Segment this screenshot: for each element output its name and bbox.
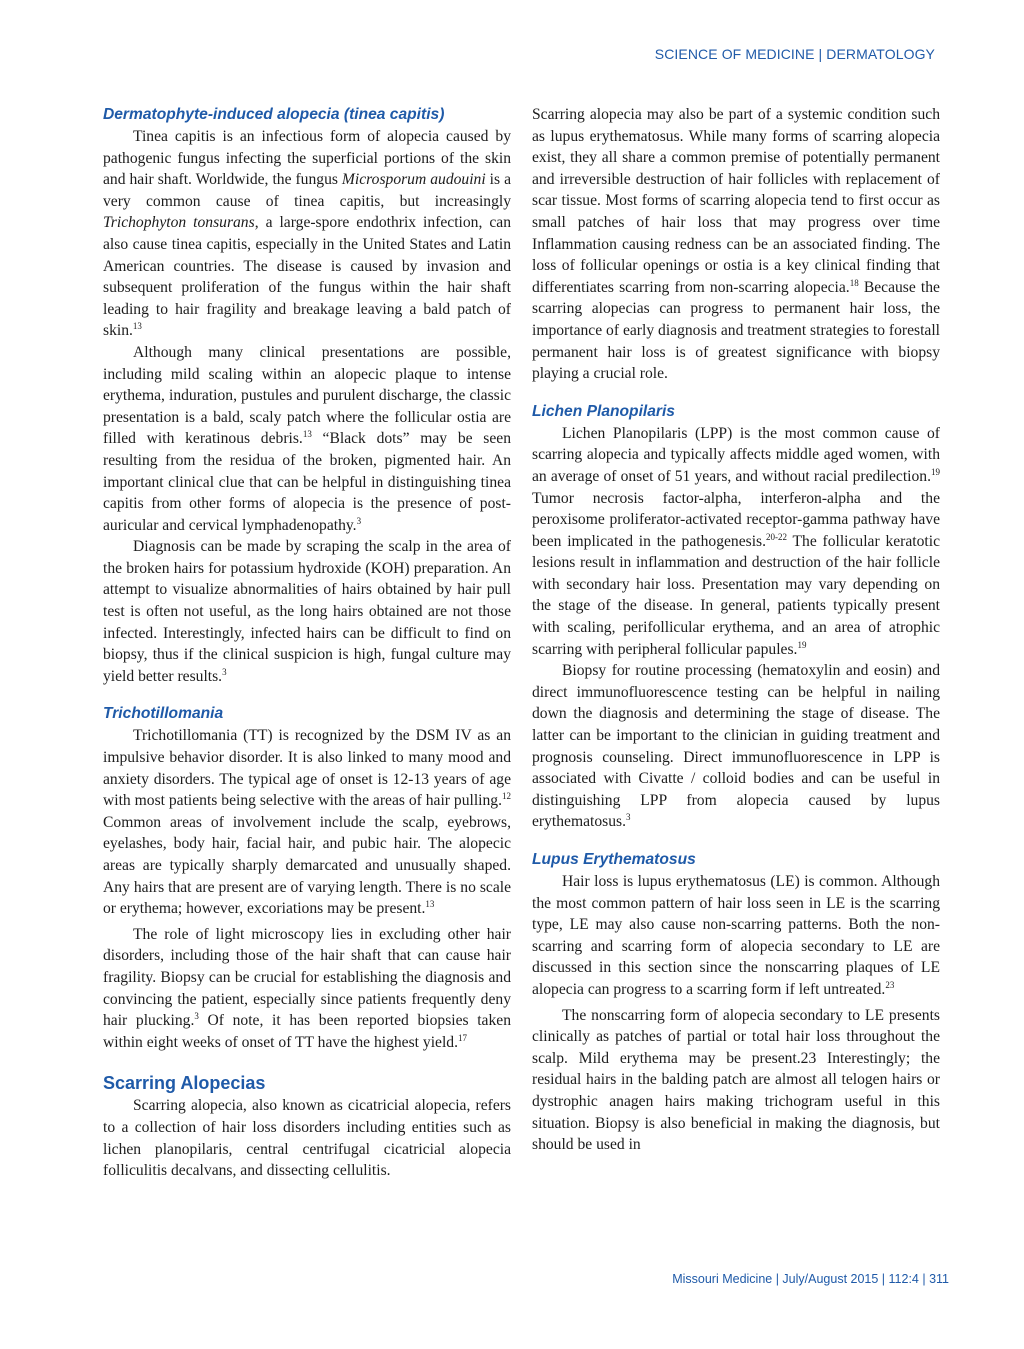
- heading-tinea-capitis: Dermatophyte-induced alopecia (tinea capitis): [103, 106, 445, 123]
- running-head: SCIENCE OF MEDICINE | DERMATOLOGY: [654, 46, 935, 62]
- reference-mark: 3: [356, 515, 362, 526]
- paragraph-lpp-2: Biopsy for routine processing (hematoxylin and eosin) and direct immunofluorescence testing can be helpful in nailing down the diagnosis and determining the stage of disease. The latter can be important to the clinician in guiding treatment and prognosis counseling. Direct immunofluorescence in LPP is associated with Civatte / colloid bodies and can be useful in distinguishing LPP from alopecia caused by lupus erythematosus.$^3$: [532, 662, 940, 831]
- heading-lupus-erythematosus: Lupus Erythematosus: [532, 851, 696, 868]
- paragraph-tt-2: The role of light microscopy lies in excluding other hair disorders, including those of the hair shaft that can cause hair fragility. Biopsy can be crucial for establishing the diagnosis and convincing the patient, especially since patients frequently deny hair plucking.$^3$ Of note, it has been reported biopsies taken within eight weeks of onset of TT have the highest yield.$^{17}$: [103, 925, 511, 1051]
- paragraph-scarring-2: Scarring alopecia may also be part of a systemic condition such as lupus erythematosus. While many forms of scarring alopecia exist, they all share a common premise of potentially permanent and irreversible destruction of hair follicles with replacement of scar tissue. Most forms of scarring alopecia tend to first occur as small patches of hair loss that may progress over time Inflammation causing redness can be an associated finding. The loss of follicular openings or ostia is a key clinical finding that differentiates scarring from non-scarring alopecia.$^{18}$ Because the scarring alopecias can progress to permanent hair loss, the importance of early diagnosis and treatment strategies to forestall permanent hair loss is of greatest significance with biopsy playing a crucial role.: [532, 106, 940, 383]
- reference-mark: 17: [457, 1032, 467, 1043]
- reference-mark: 3: [194, 1010, 199, 1021]
- paragraph-lpp-1: Lichen Planopilaris (LPP) is the most common cause of scarring alopecia and typically affects middle aged women, with an average of onset of 51 years, and without racial predilection.$^{19}$ Tumor necrosis factor-alpha, interferon-alpha and the peroxisome proliferator-activated receptor-gamma pathway have been implicated in the pathogenesis.$^{20-22}$ The follicular keratotic lesions result in inflammation and destruction of the hair follicle with secondary hair loss. Presentation may vary depending on the stage of the disease. In general, patients typically present with scaling, perifollicular erythema, and an area of atrophic scarring with peripheral follicular papules.$^{19}$: [532, 424, 940, 658]
- reference-mark: 13: [425, 899, 435, 909]
- paragraph-tinea-3: Diagnosis can be made by scraping the scalp in the area of the broken hairs for potassium hydroxide (KOH) preparation. An attempt to visualize abnormalities of hairs obtained by hair pull test is often not useful, as the long hairs obtained are not those infected. Interestingly, infected hairs can be difficult to find on biopsy, thus if the clinical suspicion is high, fungal culture may yield better results.$^3$: [103, 538, 511, 685]
- paragraph-scarring-1: Scarring alopecia, also known as cicatricial alopecia, refers to a collection of hair loss disorders including entities such as lichen planopilaris, central centrifugal cicatricial alopecia folliculitis decalvans, and dissecting cellulitis.: [103, 1097, 511, 1180]
- reference-mark: 18: [849, 277, 859, 288]
- heading-lichen-planopilaris: Lichen Planopilaris: [532, 402, 675, 420]
- reference-mark: 3: [625, 812, 631, 823]
- reference-mark: 19: [931, 466, 940, 477]
- reference-mark: 19: [797, 639, 807, 650]
- reference-mark: 13: [132, 321, 142, 332]
- paragraph-tinea-2: Although many clinical presentations are possible, including mild scaling within an alopecic plaque to intense erythema, induration, pustules and purulent discharge, the classic presentation is a bald, scaly patch where the follicular ostia are filled with keratinous debris.$^{13}$ “Black dots” may be seen resulting from the residua of the broken, pigmented hair. An important clinical clue that can be helpful in distinguishing tinea capitis from other forms of alopecia is the presence of post-auricular and cervical lymphadenopathy.$^3$: [103, 343, 511, 534]
- reference-mark: 13: [302, 429, 312, 440]
- reference-mark: 20-22: [766, 531, 787, 542]
- left-column: [103, 104, 511, 1182]
- reference-mark: 23: [885, 979, 895, 990]
- right-column: [532, 104, 940, 1156]
- paragraph-le-2: The nonscarring form of alopecia secondary to LE presents clinically as patches of partial or total hair loss throughout the scalp. Mild erythema may be present.23 Interestingly; the residual hairs in the balding patch are almost all telogen hairs or dystrophic anagen hairs making trichogram useful in this situation. Biopsy is also beneficial in making the diagnosis, but should be used in: [532, 1006, 940, 1154]
- paragraph-le-1: Hair loss is lupus erythematosus (LE) is common. Although the most common pattern of hair loss seen in LE is the scarring type, LE may also cause non-scarring patterns. Both the non-scarring and scarring form of alopecia secondary to LE are discussed in this section since the nonscarring plaques of LE alopecia can progress to a scarring form if left untreated.$^{23}$: [532, 873, 940, 998]
- paragraph-tinea-1: Tinea capitis is an infectious form of alopecia caused by pathogenic fungus infecting the superficial portions of the skin and hair shaft. Worldwide, the fungus Microsporum audouini is a very common cause of tinea capitis, but increasingly Trichophyton tonsurans, a large-spore endothrix infection, can also cause tinea capitis, especially in the United States and Latin American countries. The disease is caused by invasion and subsequent proliferation of the fungus within the hair shaft leading to hair fragility and breakage leaving a bald patch of skin.$^{13}$: [103, 128, 512, 340]
- reference-mark: 3: [222, 666, 227, 677]
- heading-scarring-alopecias: Scarring Alopecias: [103, 1073, 266, 1094]
- footer-citation: Missouri Medicine | July/August 2015 | 112:4 | 311: [672, 1272, 949, 1286]
- heading-trichotillomania: Trichotillomania: [103, 705, 224, 723]
- reference-mark: 12: [502, 791, 511, 802]
- paragraph-tt-1: Trichotillomania (TT) is recognized by the DSM IV as an impulsive behavior disorder. It is also linked to many mood and anxiety disorders. The typical age of onset is 12-13 years of age with most patients being selective with the areas of hair pulling.$^{12}$ Common areas of involvement include the scalp, eyebrows, eyelashes, body hair, facial hair, and pubic hair. The alopecic areas are typically sharply demarcated and unusually shaped. Any hairs that are present are of varying length. There is no scale or erythema; however, excoriations may be present.$^{13}$: [103, 727, 511, 918]
